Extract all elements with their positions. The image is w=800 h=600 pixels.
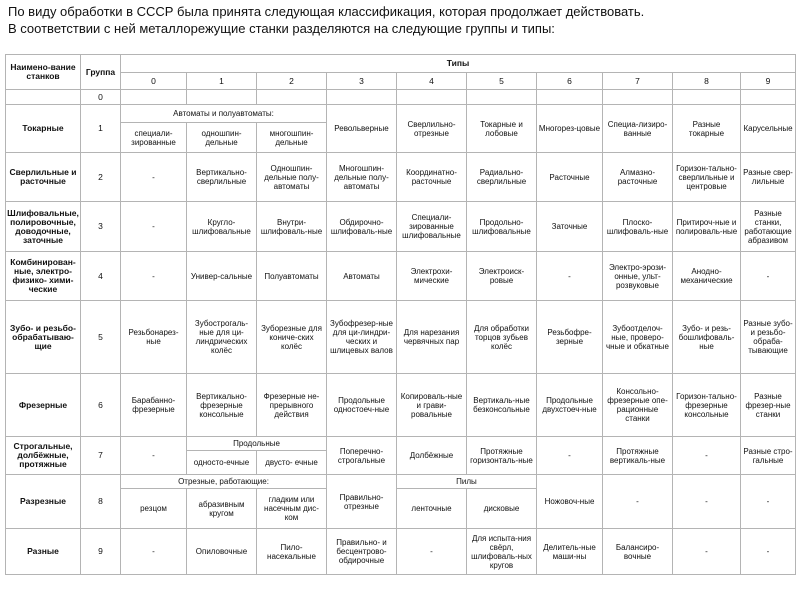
type-cell: - [741,475,796,529]
type-cell: ленточные [397,489,467,529]
type-cell: - [121,202,187,252]
type-cell: Балансиро-вочные [603,529,673,575]
type-cell: Пило-насекальные [257,529,327,575]
row-name: Шлифовальные, полировочные, доводочные, заточные [6,202,81,252]
type-cell: - [121,252,187,301]
type-number: 8 [673,73,741,90]
header-group: Группа [81,55,121,90]
group-number: 2 [81,153,121,202]
type-cell: Фрезерные не-прерывного действия [257,374,327,437]
type-number: 4 [397,73,467,90]
type-cell: Многошпин-дельные полу-автоматы [327,153,397,202]
type-cell: Для нарезания червячных пар [397,301,467,374]
type-cell: Долбёжные [397,437,467,475]
header-types: Типы [121,55,796,73]
type-cell: Горизон-тально-сверлильные и центровые [673,153,741,202]
row-name: Разные [6,529,81,575]
type-cell: абразивным кругом [187,489,257,529]
type-cell: - [121,529,187,575]
group-number: 6 [81,374,121,437]
type-cell: Вертикально-сверлильные [187,153,257,202]
type-cell: Алмазно-расточные [603,153,673,202]
span-header: Отрезные, работающие: [121,475,327,489]
type-cell: Протяжные горизонталь-ные [467,437,537,475]
type-cell: - [121,153,187,202]
cell-empty [673,90,741,105]
type-cell: Копироваль-ные и грави-ровальные [397,374,467,437]
group-number: 9 [81,529,121,575]
row-name: Сверлильные и расточные [6,153,81,202]
type-cell: Продольные двухстоеч-ные [537,374,603,437]
type-cell: Револьверные [327,105,397,153]
type-cell: Правильно-отрезные [327,475,397,529]
type-cell: Зубоотделоч-ные, проверо-чные и обкатные [603,301,673,374]
type-cell: - [121,437,187,475]
type-cell: одношпин-дельные [187,123,257,153]
type-cell: Одношпин-дельные полу-автоматы [257,153,327,202]
type-cell: Разные зубо- и резьбо-обраба-тывающие [741,301,796,374]
table-row-cutting [6,475,796,489]
type-cell: - [397,529,467,575]
type-cell: Продольные одностоеч-ные [327,374,397,437]
table-row-turning [6,105,796,123]
type-number: 6 [537,73,603,90]
type-number: 2 [257,73,327,90]
header-row [6,55,796,73]
row-name: Комбинирован-ные, электро-физико- хими-ческие [6,252,81,301]
type-cell: Резьбофре-зерные [537,301,603,374]
type-cell: Универ-сальные [187,252,257,301]
type-cell: Многорез-цовые [537,105,603,153]
cell-empty [603,90,673,105]
intro-line-2: В соответствии с ней металлорежущие станки разделяются на следующие группы и типы: [8,21,555,36]
type-cell: Зуборезные для кониче-ских колёс [257,301,327,374]
type-cell: - [537,437,603,475]
type-cell: Зубо- и резь-бошлифоваль-ные [673,301,741,374]
type-cell: - [673,475,741,529]
row-name-empty [6,90,81,105]
cell-empty [397,90,467,105]
type-cell: Правильно- и бесцентрово-обдирочные [327,529,397,575]
type-cell: Вертикально-фрезерные консольные [187,374,257,437]
table-row-milling [6,374,796,437]
type-cell: Электрохи-мические [397,252,467,301]
span-header: Продольные [187,437,327,451]
group-number: 5 [81,301,121,374]
type-number: 0 [121,73,187,90]
intro-text [8,3,792,37]
row-name: Разрезные [6,475,81,529]
type-cell: Для испыта-ния свёрл, шлифоваль-ных кругов [467,529,537,575]
group-number: 3 [81,202,121,252]
type-cell: Плоско-шлифоваль-ные [603,202,673,252]
type-cell: двусто- ечные [257,451,327,475]
row-name: Токарные [6,105,81,153]
type-number-row [6,73,796,90]
row-name: Строгальные, долбёжные, протяжные [6,437,81,475]
table-row-gear [6,301,796,374]
type-number: 3 [327,73,397,90]
type-cell: Разные токарные [673,105,741,153]
type-cell: Разные свер-лильные [741,153,796,202]
type-number: 7 [603,73,673,90]
type-cell: Специали-зированные шлифовальные [397,202,467,252]
type-cell: Внутри-шлифоваль-ные [257,202,327,252]
type-cell: Полуавтоматы [257,252,327,301]
type-cell: Разные стро-гальные [741,437,796,475]
type-number: 1 [187,73,257,90]
type-cell: Поперечно-строгальные [327,437,397,475]
row-name: Зубо- и резьбо-обрабатываю-щие [6,301,81,374]
group-number: 4 [81,252,121,301]
type-cell: специали-зированные [121,123,187,153]
cell-empty [537,90,603,105]
type-cell: - [673,529,741,575]
type-cell: дисковые [467,489,537,529]
type-cell: Вертикаль-ные безконсольные [467,374,537,437]
cell-empty [467,90,537,105]
type-cell: гладким или насечным дис-ком [257,489,327,529]
type-cell: Притироч-ные и полироваль-ные [673,202,741,252]
type-cell: Заточные [537,202,603,252]
header-name: Наимено-вание станков [6,55,81,90]
cell-empty [257,90,327,105]
type-cell: Консольно-фрезерные опе-рационные станки [603,374,673,437]
type-cell: Электроиск-ровые [467,252,537,301]
type-cell: Горизон-тально-фрезерные консольные [673,374,741,437]
type-cell: Зубострогаль-ные для ци-линдрических колёс [187,301,257,374]
type-cell: резцом [121,489,187,529]
type-cell: Обдирочно-шлифоваль-ные [327,202,397,252]
row-name: Фрезерные [6,374,81,437]
type-cell: Зубофрезер-ные для ци-линдри-ческих и шлицевых валов [327,301,397,374]
type-cell: Автоматы [327,252,397,301]
type-cell: Токарные и лобовые [467,105,537,153]
cell-empty [741,90,796,105]
type-cell: - [673,437,741,475]
type-cell: Для обработки торцов зубьев колёс [467,301,537,374]
type-number: 5 [467,73,537,90]
type-cell: Протяжные вертикаль-ные [603,437,673,475]
type-cell: Координатно-расточные [397,153,467,202]
type-cell: Сверлильно-отрезные [397,105,467,153]
group-number: 0 [81,90,121,105]
type-number: 9 [741,73,796,90]
type-cell: - [603,475,673,529]
type-cell: Расточные [537,153,603,202]
group-number: 7 [81,437,121,475]
type-cell: Опиловочные [187,529,257,575]
table-row-drilling [6,153,796,202]
span-header: Пилы [397,475,537,489]
type-cell: Продольно-шлифовальные [467,202,537,252]
type-cell: Разные фрезер-ные станки [741,374,796,437]
type-cell: Радиально-сверлильные [467,153,537,202]
table-row-grinding [6,202,796,252]
type-cell: многошпин-дельные [257,123,327,153]
type-cell: - [537,252,603,301]
group-number: 1 [81,105,121,153]
cell-empty [121,90,187,105]
type-cell: Карусельные [741,105,796,153]
type-cell: Барабанно-фрезерные [121,374,187,437]
classification-table [5,54,796,575]
table-row-planing [6,437,796,451]
type-cell: Специа-лизиро-ванные [603,105,673,153]
cell-empty [327,90,397,105]
type-cell: Анодно-механические [673,252,741,301]
cell-empty [187,90,257,105]
type-cell: односто-ечные [187,451,257,475]
type-cell: Электро-эрози- онные, ульт-розвуковые [603,252,673,301]
type-cell: Ножовоч-ные [537,475,603,529]
type-cell: Резьбонарез-ные [121,301,187,374]
type-cell: Кругло-шлифовальные [187,202,257,252]
table-row-group-0 [6,90,796,105]
span-header: Автоматы и полуавтоматы: [121,105,327,123]
intro-line-1: По виду обработки в СССР была принята следующая классификация, которая продолжает действовать. [8,4,645,19]
group-number: 8 [81,475,121,529]
table-row-various [6,529,796,575]
type-cell: - [741,252,796,301]
type-cell: Делитель-ные маши-ны [537,529,603,575]
type-cell: Разные станки, работающие абразивом [741,202,796,252]
table-row-combined [6,252,796,301]
type-cell: - [741,529,796,575]
